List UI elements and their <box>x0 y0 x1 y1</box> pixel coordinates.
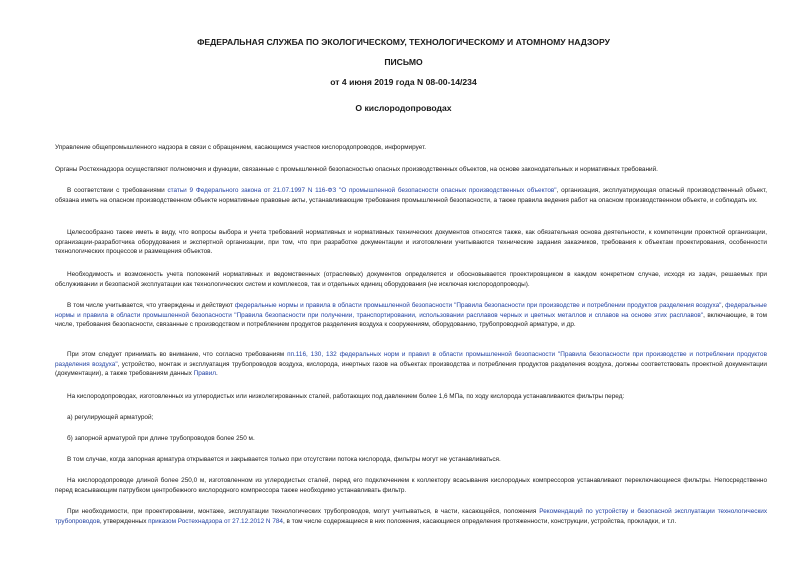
fnp-air-separation-link[interactable]: федеральные нормы и правила в области промышленной безопасности "Правила безопасности при производстве и потреблении продуктов разделения воздуха" <box>234 302 722 309</box>
paragraph-6-text-a: В том числе учитывается, что утверждены и действуют <box>67 302 235 309</box>
paragraph-12: На кислородопроводе длиной более 250,0 м, изготовленном из углеродистых сталей, перед его подключением к коллектору всасывания кислородных компрессоров устанавливают переключающиеся фильтры. Непосредственно перед всасывающим патрубком центробежного кислородного компрессора также необходимо устанавливать фильтр. <box>55 477 767 494</box>
document-type: ПИСЬМО <box>384 57 423 67</box>
paragraph-7-text-b: , устройство, монтаж и эксплуатация трубопроводов воздуха, кислорода, инертных газов на объектах производства и потребления продуктов разделения воздуха, должны соответствовать проектной документации (документации), а также требованиям данных <box>55 360 767 378</box>
paragraph-6-text-c: , включающие, в том числе, требования безопасности, связанные с производством и потреблением продуктов разделения воздуха к сооружениям, оборудованию, трубопроводной арматуре, и др. <box>55 311 768 329</box>
paragraph-8: На кислородопроводах, изготовленных из углеродистых или низколегированных сталей, работающих под давлением более 1,6 МПа, по ходу кислорода устанавливаются фильтры перед: <box>67 393 625 400</box>
paragraph-4: Целесообразно также иметь в виду, что вопросы выбора и учета требований нормативных и нормативных технических документов относятся также, как обязательная основа деятельности, к компетенции проектной организации, организации-разработчика оборудования и экспертной организации, при том, что при разработке документации и изготовлении учитываются технические задания заказчиков, требования к объектам проектирования, особенности технологических процессов и размещения объектов. <box>55 229 767 256</box>
paragraph-3-text-a: В соответствии с требованиями <box>67 187 168 194</box>
paragraph-2: Органы Ростехнадзора осуществляют полномочия и функции, связанные с промышленной безопасностью опасных производственных объектов, на основе законодательных и нормативных требований. <box>55 166 658 173</box>
paragraph-7 <box>55 350 767 379</box>
paragraph-5: Необходимость и возможность учета положений нормативных и ведомственных (отраслевых) документов определяется и обосновывается проектировщиком в каждом конкретном случае, исходя из задач, решаемых при обслуживании и безопасной эксплуатации как технологических систем и комплексов, так и отдельных единиц оборудования (не исключая кислородопроводы). <box>55 271 767 288</box>
paragraph-9: а) регулирующей арматурой; <box>67 414 154 421</box>
paragraph-13-text-b: , утвержденных <box>99 517 149 525</box>
agency-title: ФЕДЕРАЛЬНАЯ СЛУЖБА ПО ЭКОЛОГИЧЕСКОМУ, ТЕХНОЛОГИЧЕСКОМУ И АТОМНОМУ НАДЗОРУ <box>197 37 610 47</box>
paragraph-13 <box>55 507 767 526</box>
paragraph-3-text-b: , организация, эксплуатирующая опасный производственный объект, обязана иметь на опасном производственном объекте нормативные правовые акты, устанавливающие требования промышленной безопасности, а также правила ведения работ на опасном производственном объекте, и соблюдать их. <box>55 187 767 204</box>
paragraph-13-text-c: , в том числе содержащиеся в них положения, касающиеся определения протяженности, конструкции, устройства, прокладки, и т.п. <box>283 517 677 525</box>
rules-link[interactable]: Правил <box>193 370 217 378</box>
paragraph-6-text-b: , <box>721 302 726 309</box>
fnp-items-116-130-132-link[interactable]: пп.116, 130, 132 федеральных норм и правил в области промышленной безопасности "Правила безопасности при производстве и потреблении продуктов разделения воздуха" <box>55 351 767 368</box>
paragraph-7-text-a: При этом следует принимать во внимание, что согласно требованиям <box>67 351 288 358</box>
paragraph-10: б) запорной арматурой при длине трубопроводов более 250 м. <box>67 435 255 442</box>
pipeline-recommendations-link[interactable]: Рекомендаций по устройству и безопасной эксплуатации технологических трубопроводов <box>55 508 768 525</box>
fnp-metal-melts-link[interactable]: федеральные нормы и правила в области промышленной безопасности "Правила безопасности при получении, транспортировании, использовании расплавов черных и цветных металлов и сплавов на основе этих расплавов" <box>55 302 767 319</box>
document-subject: О кислородопроводах <box>355 103 452 113</box>
paragraph-7-text-c: . <box>216 370 218 378</box>
paragraph-6 <box>55 301 767 330</box>
document-date-number: от 4 июня 2019 года N 08-00-14/234 <box>330 77 477 87</box>
paragraph-13-text-a: При необходимости, при проектировании, монтаже, эксплуатации технологических трубопроводов, могут учитываться, в части, касающейся, положения <box>67 508 540 515</box>
paragraph-3 <box>55 186 767 205</box>
federal-law-116-link[interactable]: статьи 9 Федерального закона от 21.07.1997 N 116-ФЗ "О промышленной безопасности опасных производственных объектов" <box>167 187 557 194</box>
rostekhnadzor-order-784-link[interactable]: приказом Ростехнадзора от 27.12.2012 N 784 <box>148 517 283 525</box>
paragraph-1: Управление общепромышленного надзора в связи с обращением, касающимся участков кислородопроводов, информирует. <box>55 144 427 151</box>
paragraph-11: В том случае, когда запорная арматура открывается и закрывается только при отсутствии потока кислорода, фильтры могут не устанавливаться. <box>67 456 501 463</box>
